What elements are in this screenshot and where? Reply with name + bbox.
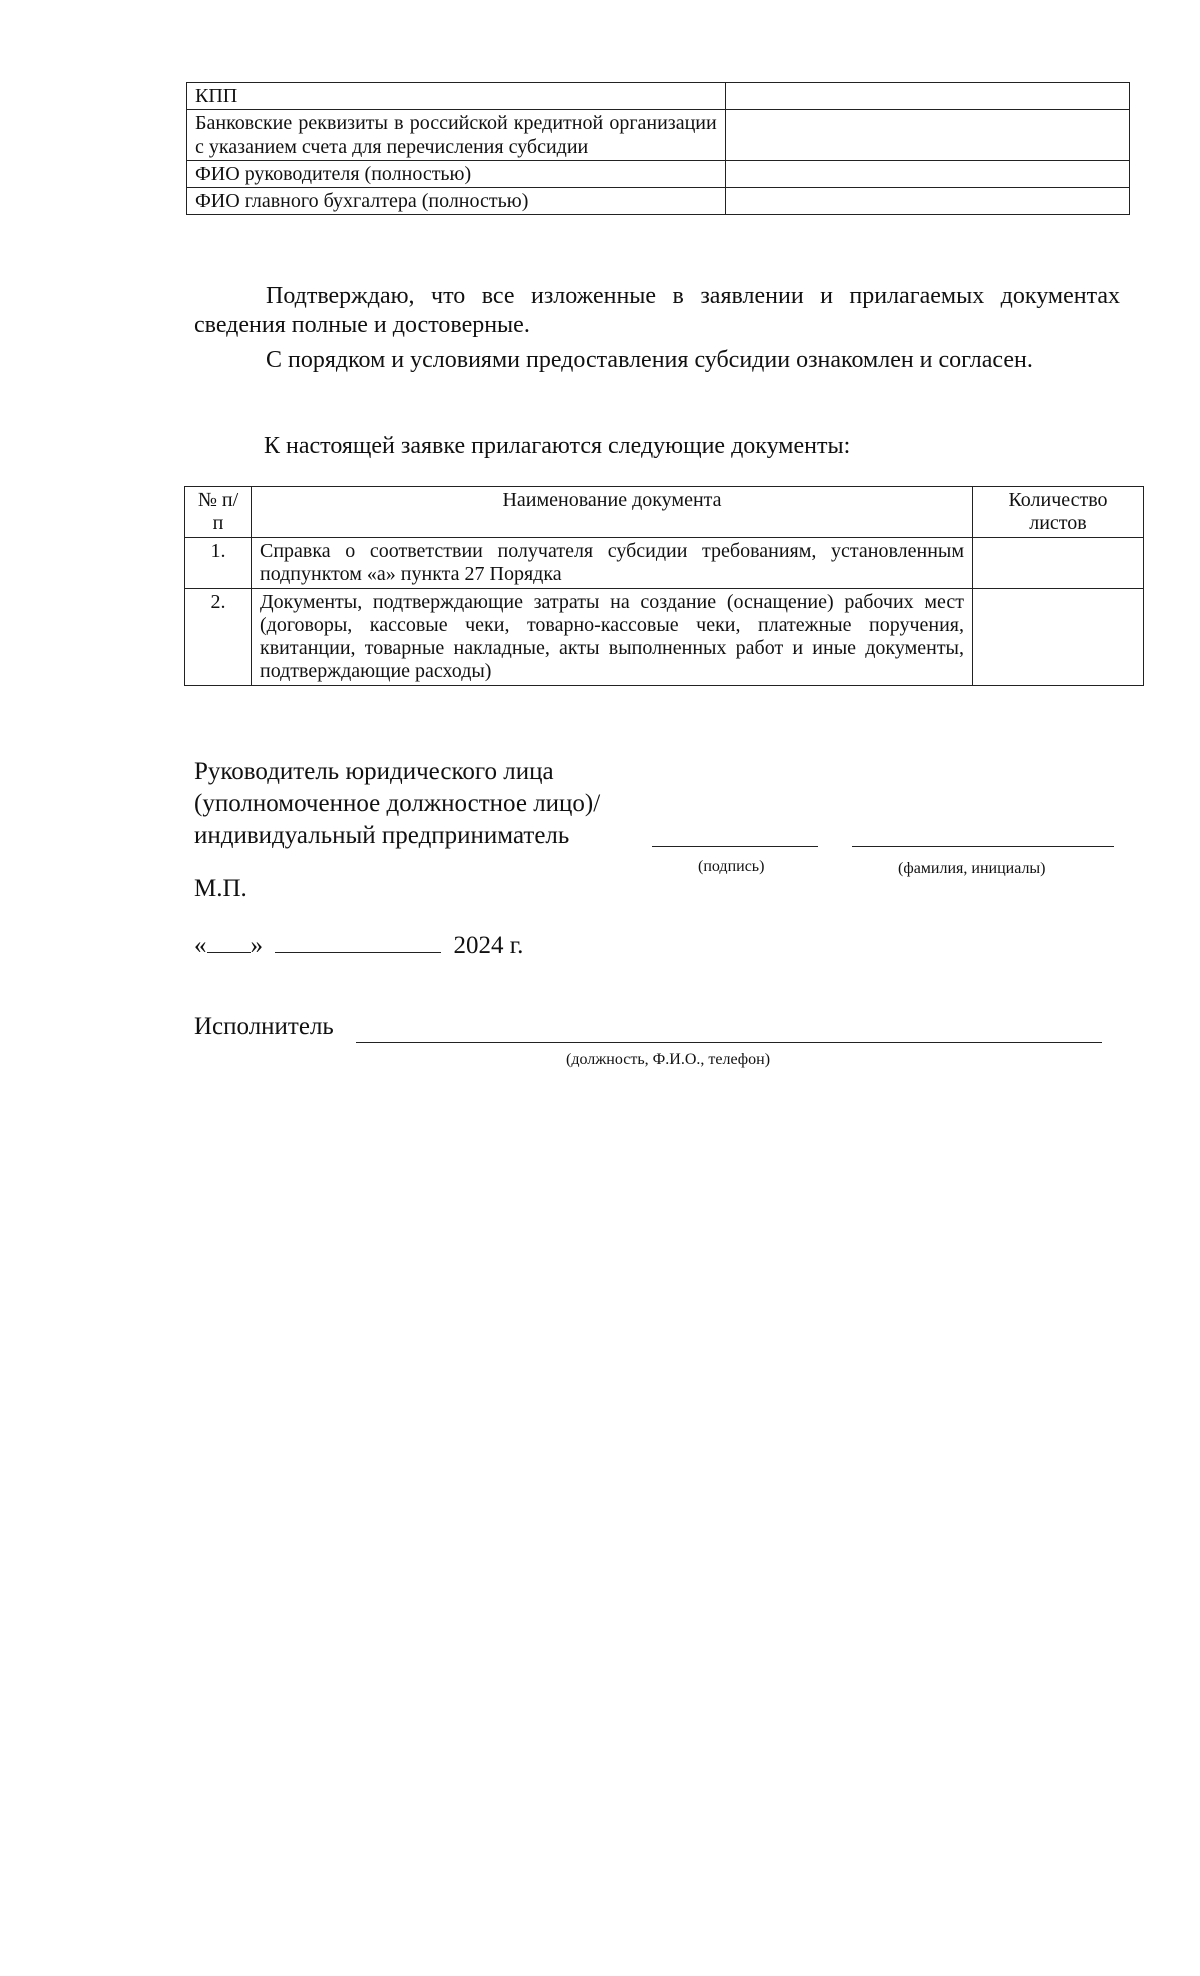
date-open-quote: «	[194, 932, 207, 959]
requisite-label: ФИО главного бухгалтера (полностью)	[187, 188, 726, 215]
confirmation-paragraph: Подтверждаю, что все изложенные в заявлении и прилагаемых документах сведения полные и достоверные.	[194, 283, 1120, 338]
table-row	[187, 83, 1130, 110]
signatory-line-3: индивидуальный предприниматель	[194, 822, 570, 849]
agreement-paragraph: С порядком и условиями предоставления субсидии ознакомлен и согласен.	[266, 347, 1033, 373]
requisite-label: КПП	[187, 83, 726, 110]
signature-caption: (подпись)	[698, 858, 765, 875]
document-name: Справка о соответствии получателя субсидии требованиям, установленным подпунктом «а» пункта 27 Порядка	[252, 538, 973, 589]
requisite-label: Банковские реквизиты в российской кредитной организации с указанием счета для перечисления субсидии	[187, 110, 726, 161]
signatory-block	[194, 756, 600, 852]
row-number: 1.	[185, 538, 252, 589]
stamp-label: М.П.	[194, 875, 247, 902]
column-header-sheet-count: Количество листов	[973, 487, 1144, 538]
table-header-row	[185, 487, 1144, 538]
table-row	[187, 188, 1130, 215]
month-field[interactable]	[275, 930, 441, 953]
executor-label: Исполнитель	[194, 1013, 334, 1040]
column-header-number: № п/п	[185, 487, 252, 538]
signatory-line-2: (уполномоченное должностное лицо)/	[194, 790, 601, 817]
signatory-line-1: Руководитель юридического лица	[194, 758, 554, 785]
executor-field[interactable]	[356, 1042, 1102, 1043]
row-number: 2.	[185, 589, 252, 686]
name-initials-caption: (фамилия, инициалы)	[898, 860, 1046, 877]
executor-caption: (должность, Ф.И.О., телефон)	[566, 1051, 771, 1068]
table-row	[187, 161, 1130, 188]
table-row	[187, 110, 1130, 161]
attachments-table	[184, 486, 1144, 686]
document-name: Документы, подтверждающие затраты на создание (оснащение) рабочих мест (договоры, кассовые чеки, товарно-кассовые чеки, платежные поручения, квитанции, товарные накладные, акты выполненных работ и иные документы, подтверждающие расходы)	[252, 589, 973, 686]
requisite-value[interactable]	[725, 188, 1129, 215]
day-field[interactable]	[207, 930, 251, 953]
requisites-table	[186, 82, 1130, 215]
name-initials-field[interactable]	[852, 846, 1114, 847]
column-header-document-name: Наименование документа	[252, 487, 973, 538]
sheet-count[interactable]	[973, 538, 1144, 589]
requisite-value[interactable]	[725, 83, 1129, 110]
requisite-label: ФИО руководителя (полностью)	[187, 161, 726, 188]
sheet-count[interactable]	[973, 589, 1144, 686]
year-text: 2024 г.	[453, 932, 524, 959]
date-row	[194, 930, 523, 961]
date-close-quote: »	[250, 932, 263, 959]
table-row	[185, 538, 1144, 589]
requisite-value[interactable]	[725, 110, 1129, 161]
requisite-value[interactable]	[725, 161, 1129, 188]
signature-field[interactable]	[652, 846, 818, 847]
attachments-heading: К настоящей заявке прилагаются следующие документы:	[264, 433, 851, 459]
table-row	[185, 589, 1144, 686]
